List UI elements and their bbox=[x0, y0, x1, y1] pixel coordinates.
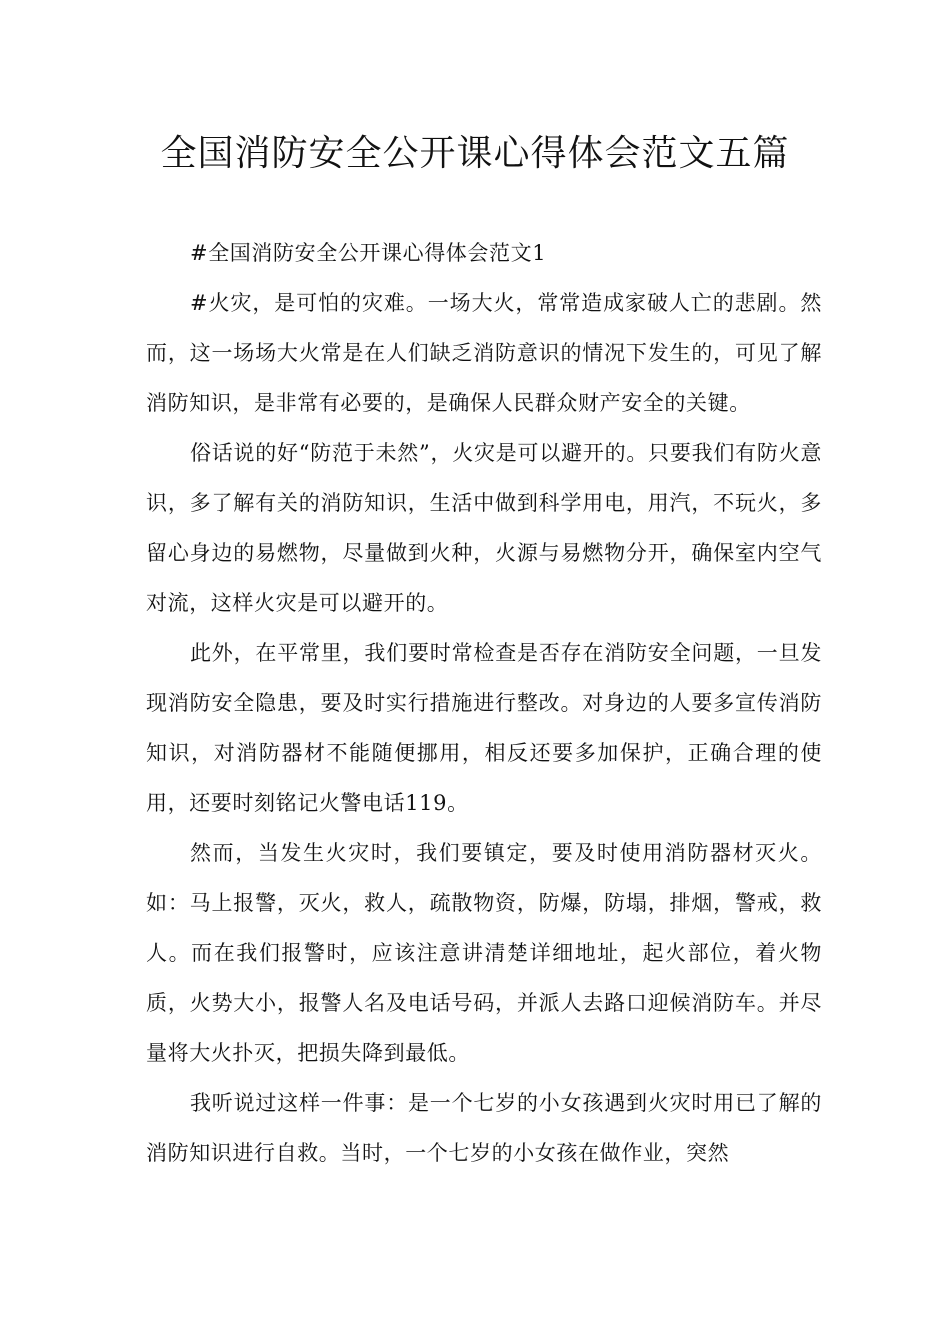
document-body bbox=[146, 228, 822, 1178]
paragraph: 然而，当发生火灾时，我们要镇定，要及时使用消防器材灭火。如：马上报警，灭火，救人，疏散物资，防爆，防塌，排烟，警戒，救人。而在我们报警时，应该注意讲清楚详细地址，起火部位，着火物质，火势大小，报警人名及电话号码，并派人去路口迎候消防车。并尽量将大火扑灭，把损失降到最低。 bbox=[146, 841, 822, 1065]
paragraph: 此外，在平常里，我们要时常检查是否存在消防安全问题，一旦发现消防安全隐患，要及时实行措施进行整改。对身边的人要多宣传消防知识，对消防器材不能随便挪用，相反还要多加保护，正确合理的使用，还要时刻铭记火警电话119。 bbox=[146, 641, 822, 815]
paragraph: #火灾，是可怕的灾难。一场大火，常常造成家破人亡的悲剧。然而，这一场场大火常是在人们缺乏消防意识的情况下发生的，可见了解消防知识，是非常有必要的，是确保人民群众财产安全的关键。 bbox=[146, 291, 822, 415]
section-heading: #全国消防安全公开课心得体会范文1 bbox=[190, 241, 547, 265]
document-title: 全国消防安全公开课心得体会范文五篇 bbox=[160, 133, 790, 174]
paragraph: 俗话说的好“防范于未然”，火灾是可以避开的。只要我们有防火意识，多了解有关的消防知识，生活中做到科学用电，用汽，不玩火，多留心身边的易燃物，尽量做到火种，火源与易燃物分开，确保室内空气对流，这样火灾是可以避开的。 bbox=[146, 441, 822, 615]
paragraph: 我听说过这样一件事：是一个七岁的小女孩遇到火灾时用已了解的消防知识进行自救。当时，一个七岁的小女孩在做作业，突然 bbox=[146, 1091, 822, 1165]
